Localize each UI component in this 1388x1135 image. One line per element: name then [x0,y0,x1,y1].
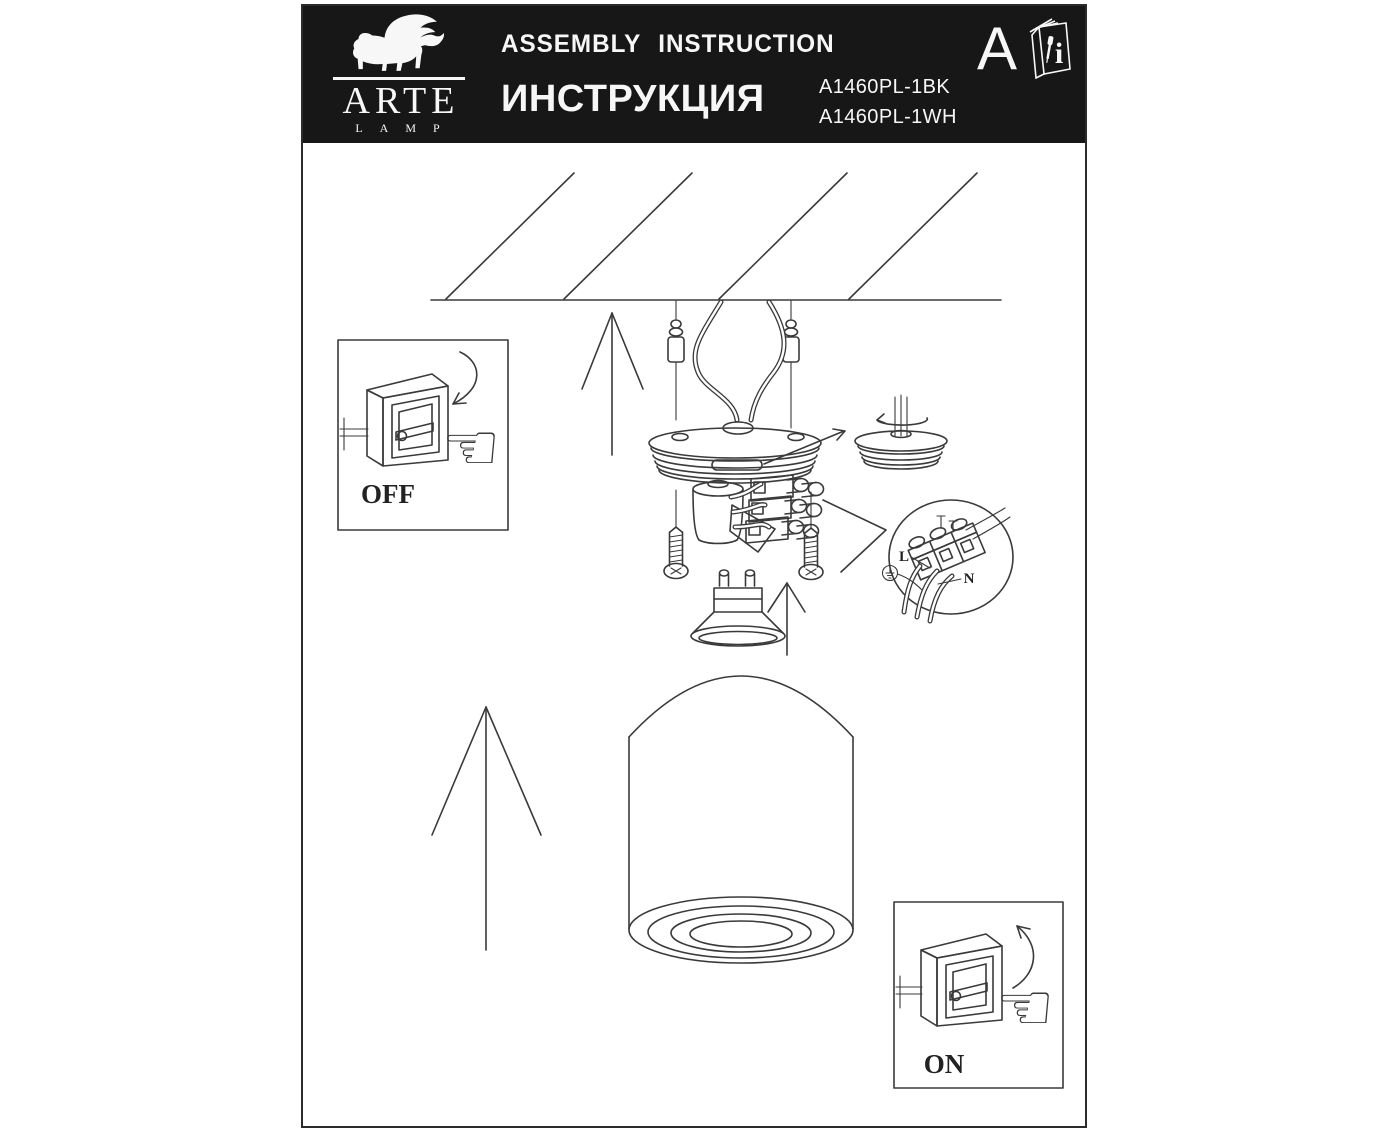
brand-subname: LAMP [355,121,457,135]
arte-lamp-logo [329,14,469,135]
mounting-plate [649,422,821,483]
arrow-up-to-ceiling [582,313,643,455]
switch-wire [896,976,922,1008]
label-live: L [898,549,910,565]
arrow-up-lamp-body [432,707,541,950]
mounting-screw-left [664,490,688,579]
model-number-black: A1460PL-1BK [819,76,951,98]
label-off: OFF [361,479,415,509]
section-letter: A [977,15,1018,82]
wall-switch-icon [367,374,448,466]
assembly-diagram [303,143,1085,1124]
arrow-to-wiring-detail [823,500,886,572]
wall-switch-icon [921,934,1002,1026]
switch-on-panel [894,902,1063,1088]
pointing-hand-icon: ☜ [995,969,1055,1046]
plate-side-view [855,395,947,469]
press-down-arrow [453,352,477,404]
header-bar [303,6,1085,143]
ceiling-drawing [431,173,1001,300]
wall-anchor-left [668,301,684,420]
model-number-white: A1460PL-1WH [819,106,957,128]
wiring-detail [883,500,1014,621]
detail-wires [904,566,952,621]
switch-wire [340,418,368,450]
switch-off-panel [338,340,508,530]
title-english: ASSEMBLY INSTRUCTION [501,30,835,58]
model-numbers [819,72,957,132]
page [301,4,1087,1128]
mains-wires [695,302,784,420]
lamp-body [629,676,853,963]
winged-lion-icon [335,14,463,76]
manual-booklet-icon [1025,15,1073,84]
pointing-hand-icon: ☜ [441,409,501,486]
label-neutral: N [963,571,975,587]
wall-anchor-right [783,301,799,428]
label-on: ON [923,1049,965,1079]
brand-name: ARTE [342,80,460,122]
manual-info-letter: i [1054,37,1064,70]
title-russian: ИНСТРУКЦИЯ [501,78,765,120]
arrow-up-bulb [768,583,805,655]
